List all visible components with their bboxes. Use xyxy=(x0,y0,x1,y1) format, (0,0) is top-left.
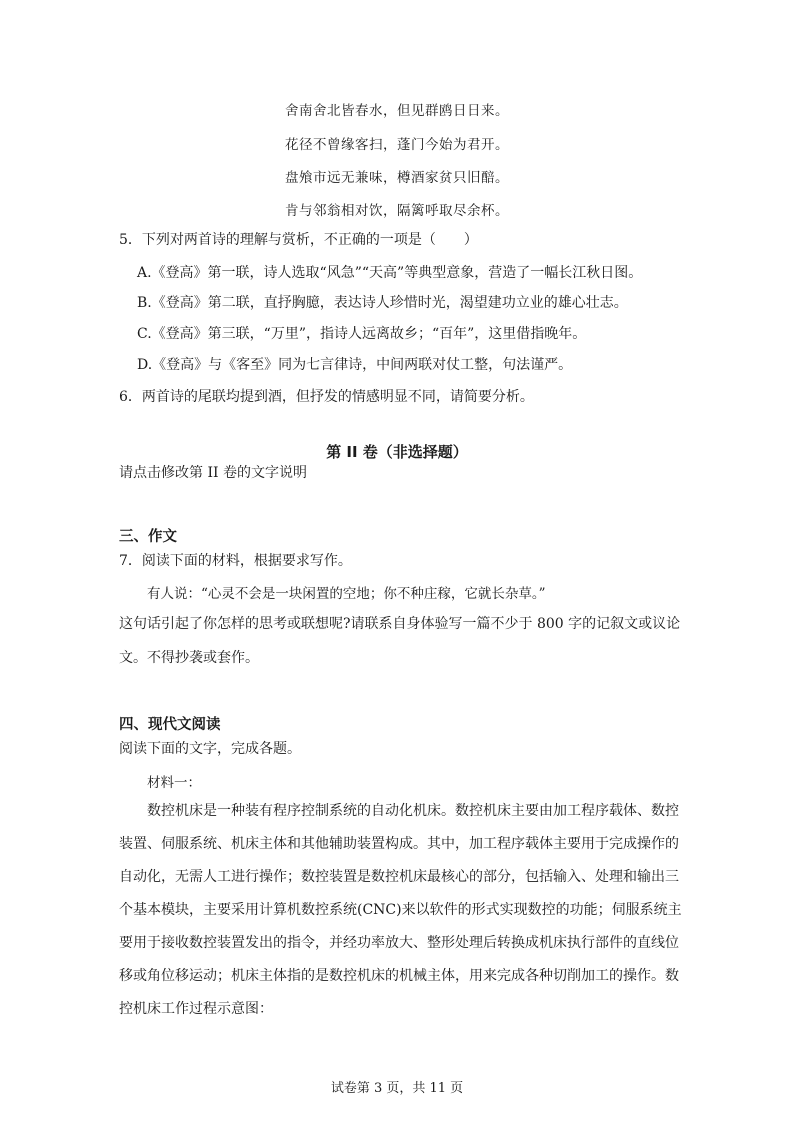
question-5-option-d: D.《登高》与《客至》同为七言律诗，中间两联对仗工整，句法谨严。 xyxy=(137,357,573,373)
page-footer: 试卷第 3 页，共 11 页 xyxy=(330,1081,464,1096)
poem-line-1: 舍南舍北皆春水，但见群鸥日日来。 xyxy=(285,103,509,119)
question-5-stem: 5．下列对两首诗的理解与赏析，不正确的一项是（ ） xyxy=(119,232,478,248)
material-1-line-3: 自动化，无需人工进行操作；数控装置是数控机床最核心的部分，包括输入、处理和输出三 xyxy=(119,869,679,885)
writing-material-quote: 有人说：“心灵不会是一块闲置的空地；你不种庄稼，它就长杂草。” xyxy=(147,586,546,602)
material-1-line-2: 装置、伺服系统、机床主体和其他辅助装置构成。其中，加工程序载体主要用于完成操作的 xyxy=(119,836,679,852)
question-5-option-b: B.《登高》第二联，直抒胸臆，表达诗人珍惜时光，渴望建功立业的雄心壮志。 xyxy=(137,295,628,311)
question-6: 6．两首诗的尾联均提到酒，但抒发的情感明显不同，请简要分析。 xyxy=(119,389,534,405)
material-1-label: 材料一： xyxy=(147,775,201,791)
section-4-heading: 四、现代文阅读 xyxy=(119,717,221,733)
section-3-heading: 三、作文 xyxy=(119,529,177,545)
material-1-line-4: 个基本模块，主要采用计算机数控系统(CNC)来以软件的形式实现数控的功能；伺服系统主 xyxy=(119,902,682,918)
material-1-line-5: 要用于接收数控装置发出的指令，并经功率放大、整形处理后转换成机床执行部件的直线位 xyxy=(119,935,679,951)
material-1-line-7: 控机床工作过程示意图： xyxy=(119,1001,273,1017)
poem-line-4: 肯与邻翁相对饮，隔篱呼取尽余杯。 xyxy=(285,203,509,219)
question-7: 7．阅读下面的材料，根据要求写作。 xyxy=(119,553,352,569)
material-1-line-6: 移或角位移运动；机床主体指的是数控机床的机械主体，用来完成各种切削加工的操作。数 xyxy=(119,968,679,984)
question-5-option-a: A.《登高》第一联，诗人选取“风急”“天高”等典型意象，营造了一幅长江秋日图。 xyxy=(137,265,643,281)
part-2-title: 第 II 卷（非选择题） xyxy=(326,443,468,461)
question-5-option-c: C.《登高》第三联，“万里”，指诗人远离故乡；“百年”，这里借指晚年。 xyxy=(137,326,587,342)
part-2-note: 请点击修改第 II 卷的文字说明 xyxy=(119,465,307,481)
section-4-intro: 阅读下面的文字，完成各题。 xyxy=(119,741,301,757)
poem-line-2: 花径不曾缘客扫，蓬门今始为君开。 xyxy=(285,137,509,153)
writing-prompt-line-1: 这句话引起了你怎样的思考或联想呢?请联系自身体验写一篇不少于 800 字的记叙文或议论 xyxy=(119,616,681,632)
writing-prompt-line-2: 文。不得抄袭或套作。 xyxy=(119,650,259,666)
material-1-line-1: 数控机床是一种装有程序控制系统的自动化机床。数控机床主要由加工程序载体、数控 xyxy=(147,803,679,819)
poem-line-3: 盘飧市远无兼味，樽酒家贫只旧醅。 xyxy=(285,170,509,186)
